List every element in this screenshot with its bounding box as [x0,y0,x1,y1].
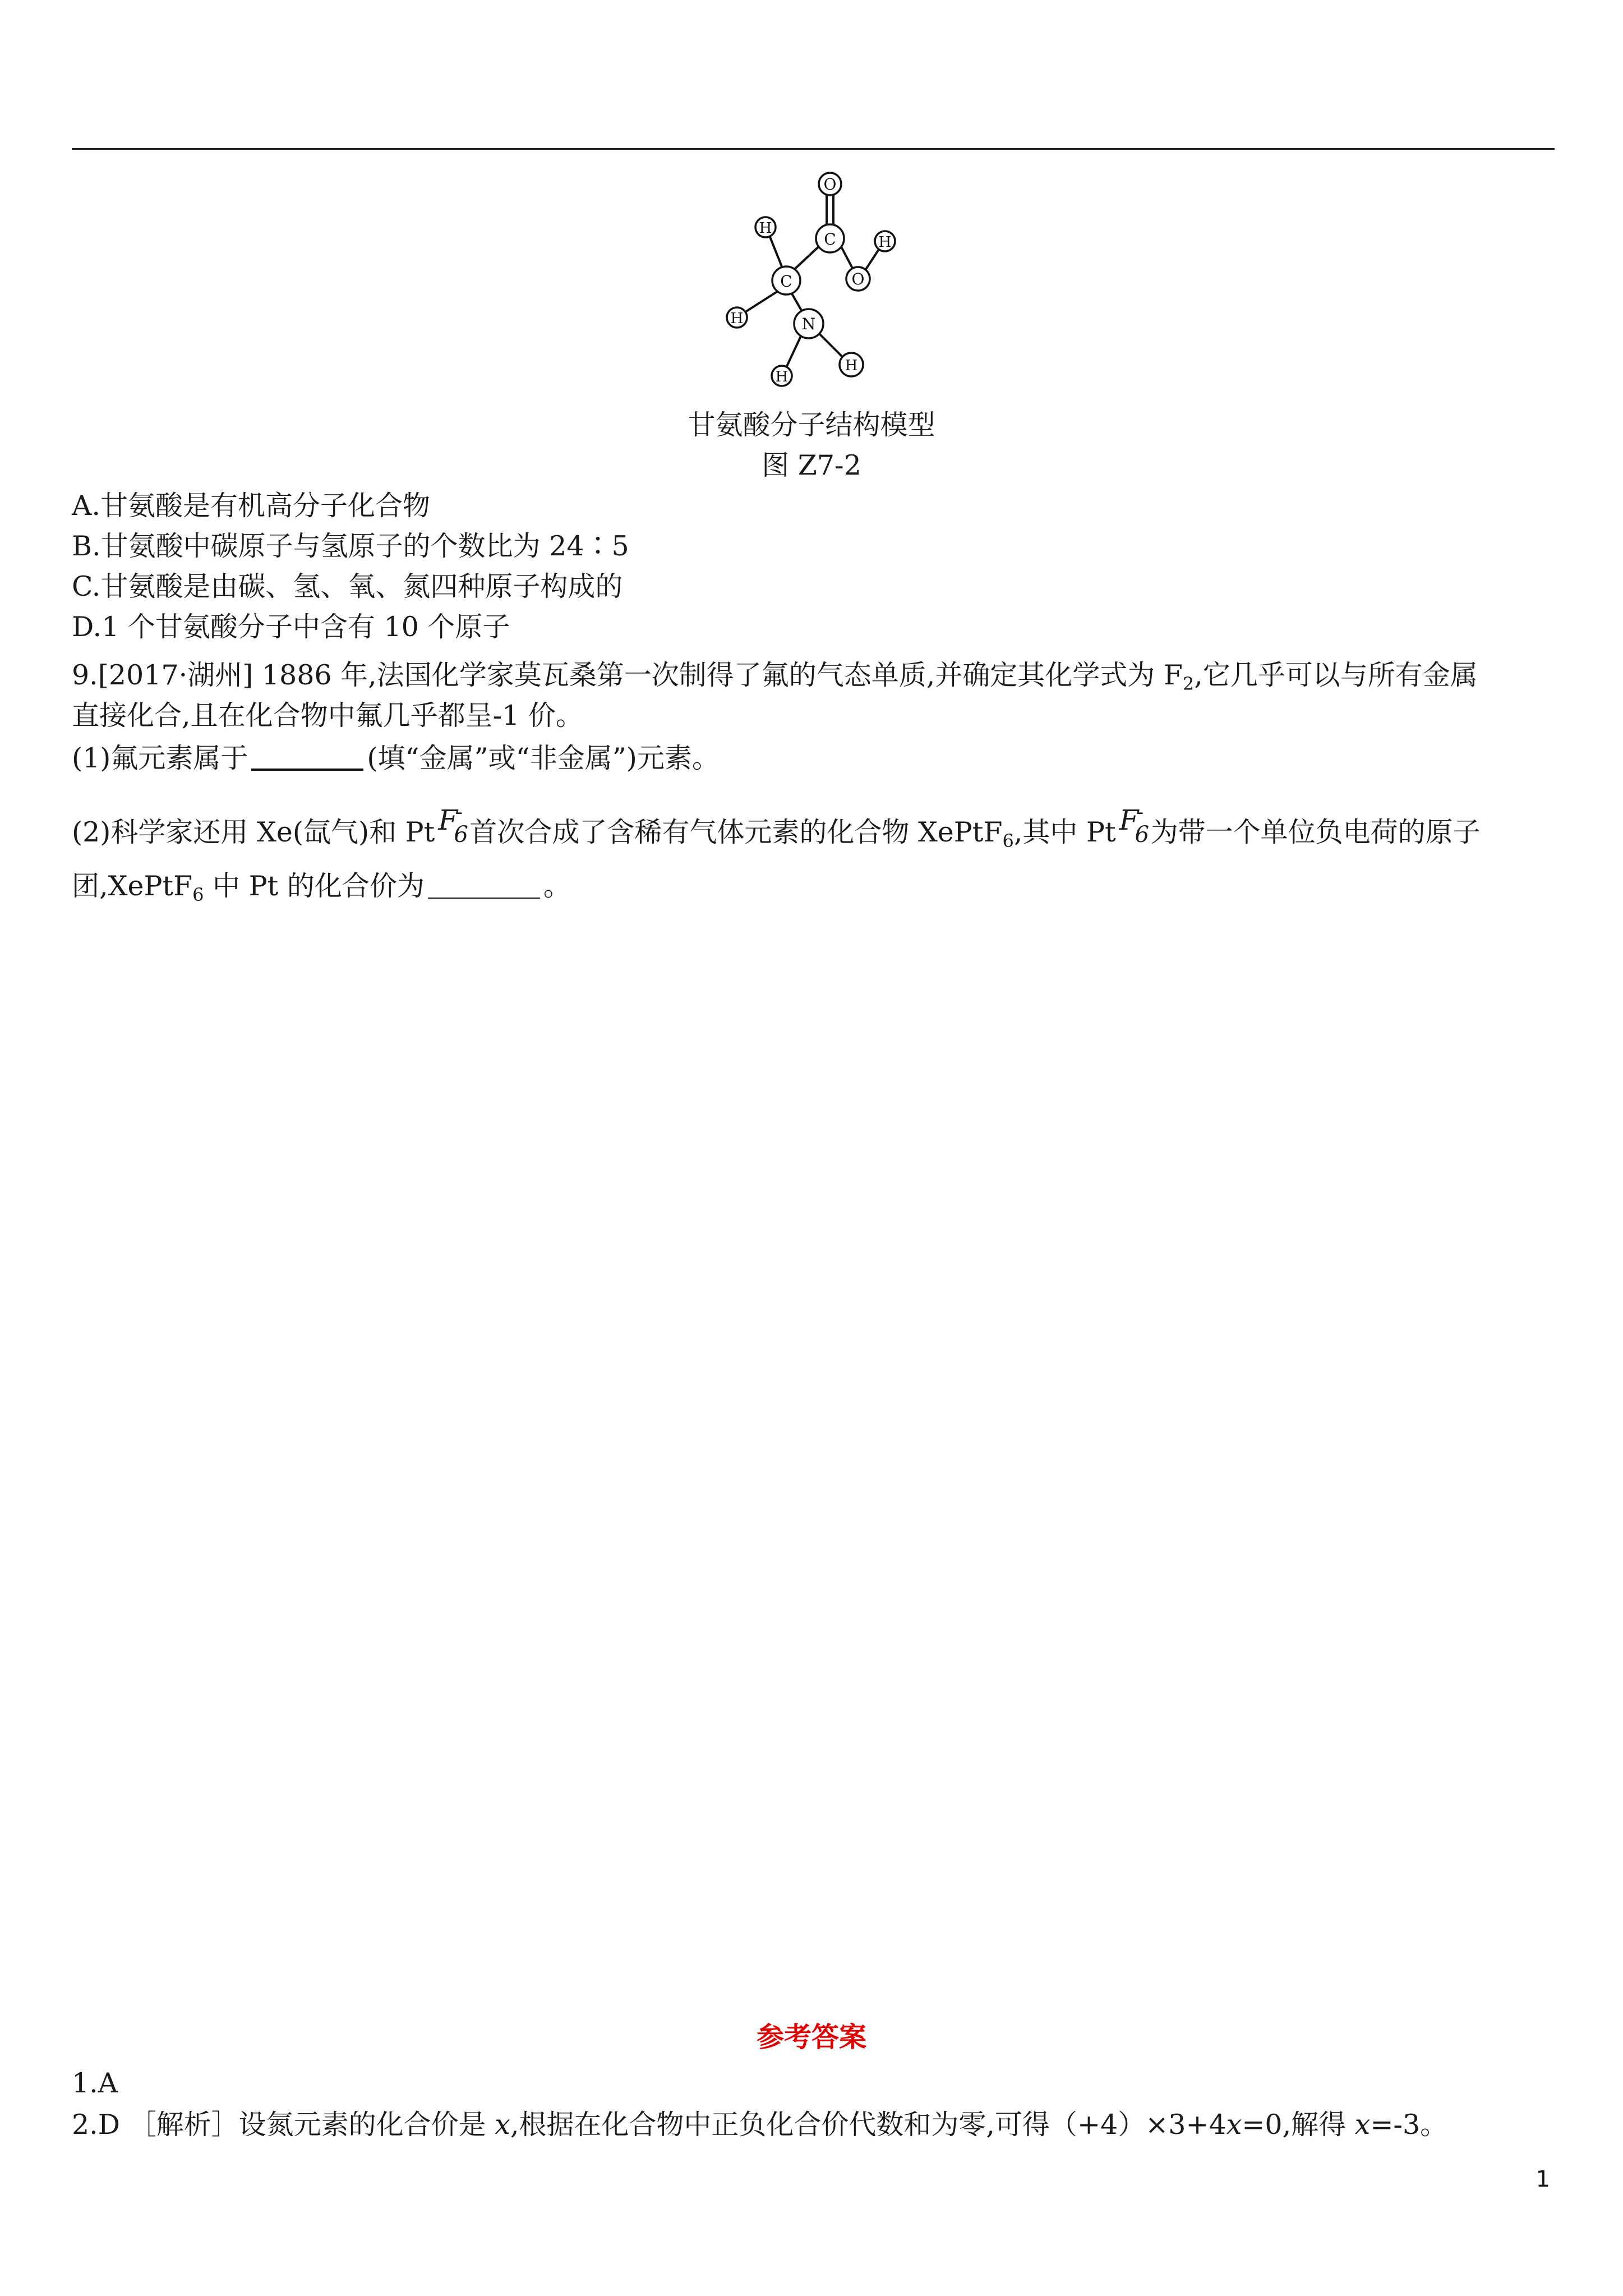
ion-sub: 6 [1135,822,1150,848]
question-source: [2017·湖州] [98,659,253,691]
question-text-end: ,它几乎可以与所有金属 [1194,659,1478,691]
svg-text:H: H [775,369,789,385]
part-2-line-2-text-b: 中 Pt 的化合价为 [204,870,425,902]
svg-text:O: O [851,270,865,288]
question-9-part-2-line-2 [72,868,571,913]
option-d: D.1 个甘氨酸分子中含有 10 个原子 [72,611,510,643]
part-2-text-b: 首次合成了含稀有气体元素的化合物 XePtF [469,816,1003,848]
answer-1: 1.A [72,2067,118,2099]
answer-2-text-end: =-3。 [1370,2109,1448,2141]
part-1-text-end: (填“金属”或“非金属”)元素。 [367,742,720,774]
question-9-part-2-line-1 [72,801,1481,859]
part-2-text-d: 为带一个单位负电荷的原子 [1150,816,1481,848]
ion-charge: - [456,801,463,823]
svg-text:N: N [801,315,816,333]
part-1-text: (1)氟元素属于 [72,742,248,774]
figure-label: 图 Z7-2 [762,449,861,481]
subscript: 2 [1182,673,1195,694]
ptf6-ion-formula [1116,801,1151,850]
answer-2-text-mid: ,根据在化合物中正负化合价代数和为零,可得（+4）×3+4 [510,2109,1227,2141]
page-number: 1 [1536,2166,1550,2192]
part-2-line-2-text: 团,XePtF [72,870,193,902]
question-9-part-1 [72,740,720,776]
answers-title: 参考答案 [756,2021,866,2053]
answer-2-text-mid2: =0,解得 [1242,2109,1355,2141]
option-a: A.甘氨酸是有机高分子化合物 [72,490,430,522]
answer-blank-1[interactable] [251,744,363,771]
ion-sub: 6 [454,822,468,848]
ptf6-ion-formula [435,801,469,850]
svg-text:O: O [823,175,837,194]
part-2-line-2-end: 。 [543,870,571,902]
variable-x: x [1354,2109,1371,2141]
svg-text:C: C [780,272,792,291]
ion-f: F [438,804,458,836]
answer-blank-2[interactable] [428,873,540,899]
figure-caption: 甘氨酸分子结构模型 [688,409,935,441]
question-9-line-2: 直接化合,且在化合物中氟几乎都呈-1 价。 [72,700,583,731]
question-text: 1886 年,法国化学家莫瓦桑第一次制得了氟的气态单质,并确定其化学式为 F [261,659,1183,691]
ion-f: F [1119,804,1139,836]
svg-text:H: H [878,234,892,251]
option-b: B.甘氨酸中碳原子与氢原子的个数比为 24∶5 [72,530,629,562]
ion-charge: - [1137,801,1144,823]
glycine-molecule-diagram [712,163,925,398]
header-rule [72,148,1555,150]
svg-text:H: H [759,220,772,237]
variable-x: x [1226,2109,1242,2141]
answer-2 [72,2107,1447,2143]
part-2-text-c: ,其中 Pt [1013,816,1116,848]
svg-text:C: C [824,230,836,249]
answer-2-text: 2.D ［解析］设氮元素的化合价是 [72,2109,495,2141]
question-number: 9. [72,659,98,691]
svg-text:H: H [730,310,744,327]
subscript: 6 [192,884,204,905]
part-2-text-a: (2)科学家还用 Xe(氙气)和 Pt [72,816,435,848]
variable-x: x [495,2109,510,2141]
subscript: 6 [1002,830,1014,852]
option-c: C.甘氨酸是由碳、氢、氧、氮四种原子构成的 [72,570,623,602]
svg-text:H: H [845,357,858,374]
question-9-line-1 [72,657,1478,702]
